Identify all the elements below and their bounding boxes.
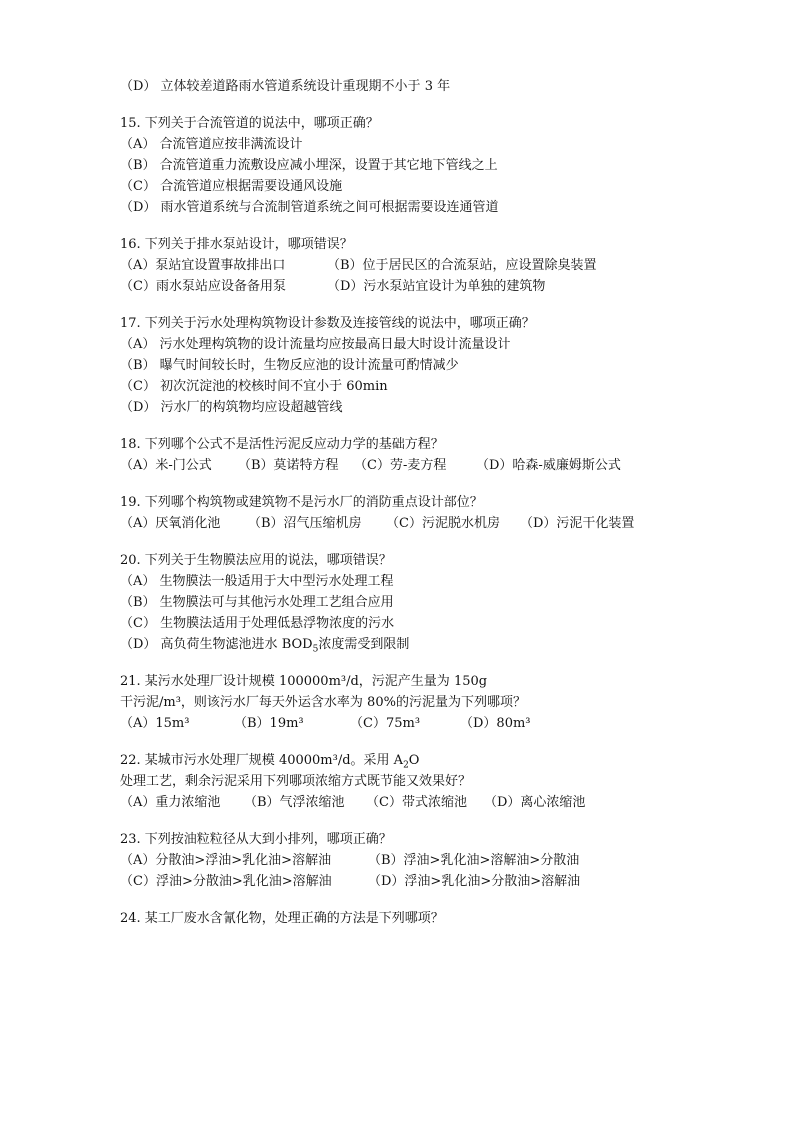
q16-option-d: （D）污水泵站宜设计为单独的建筑物 bbox=[327, 279, 546, 294]
q17-option-a: （A） 污水处理构筑物的设计流量均应按最高日最大时设计流量设计 bbox=[120, 337, 511, 352]
q22-option-c: （C）带式浓缩池 bbox=[366, 795, 467, 810]
q21-option-c: （C）75m³ bbox=[350, 716, 421, 731]
q20-option-c: （C） 生物膜法适用于处理低悬浮物浓度的污水 bbox=[120, 616, 395, 631]
question-22-title bbox=[120, 750, 720, 771]
q23-option-b: （B）浮油>乳化油>溶解油>分散油 bbox=[368, 853, 580, 868]
q19-options-row bbox=[120, 513, 720, 534]
q20-option-a: （A） 生物膜法一般适用于大中型污水处理工程 bbox=[120, 574, 394, 589]
q22-title-subscript: 2 bbox=[403, 760, 409, 771]
q21-options-row bbox=[120, 713, 720, 734]
q21-option-a: （A）15m³ bbox=[120, 716, 190, 731]
q22-title-text: 22. 某城市污水处理厂规模 40000m³/d。采用 A bbox=[120, 753, 404, 768]
q18-option-b: （B）莫诺特方程 bbox=[238, 458, 339, 473]
question-23-title: 23. 下列按油粒粒径从大到小排列，哪项正确？ bbox=[120, 832, 392, 847]
question-24-title: 24. 某工厂废水含氰化物，处理正确的方法是下列哪项？ bbox=[120, 911, 444, 926]
q15-option-d: （D） 雨水管道系统与合流制管道系统之间可根据需要设连通管道 bbox=[120, 200, 499, 215]
q18-option-c: （C）劳-麦方程 bbox=[354, 458, 447, 473]
q23-option-c: （C）浮油>分散油>乳化油>溶解油 bbox=[120, 874, 332, 889]
q16-option-b: （B）位于居民区的合流泵站，应设置除臭装置 bbox=[327, 258, 597, 273]
question-21-title: 21. 某污水处理厂设计规模 100000m³/d，污泥产生量为 150g bbox=[120, 674, 488, 689]
q16-option-c: （C）雨水泵站应设备备用泵 bbox=[120, 279, 286, 294]
q17-option-b: （B） 曝气时间较长时，生物反应池的设计流量可酌情减少 bbox=[120, 358, 459, 373]
q15-option-b: （B） 合流管道重力流敷设应减小埋深，设置于其它地下管线之上 bbox=[120, 158, 498, 173]
q22-option-d: （D）离心浓缩池 bbox=[484, 795, 586, 810]
q20-option-d-subscript: 5 bbox=[312, 644, 319, 655]
q20-option-d-text-end: 浓度需受到限制 bbox=[318, 637, 410, 652]
question-20-title: 20. 下列关于生物膜法应用的说法，哪项错误？ bbox=[120, 553, 392, 568]
q21-option-b: （B）19m³ bbox=[234, 716, 304, 731]
q22-options-row bbox=[120, 792, 720, 813]
q22-option-b: （B）气浮浓缩池 bbox=[244, 795, 345, 810]
question-17-title: 17. 下列关于污水处理构筑物设计参数及连接管线的说法中，哪项正确？ bbox=[120, 316, 535, 331]
q20-option-d bbox=[120, 634, 720, 655]
q16-option-a: （A）泵站宜设置事故排出口 bbox=[120, 258, 286, 273]
q19-option-b: （B）沼气压缩机房 bbox=[248, 516, 362, 531]
q15-option-c: （C） 合流管道应根据需要设通风设施 bbox=[120, 179, 343, 194]
q23-option-d: （D）浮油>乳化油>分散油>溶解油 bbox=[368, 874, 581, 889]
q18-option-a: （A）米-门公式 bbox=[120, 458, 212, 473]
question-16-title: 16. 下列关于排水泵站设计，哪项错误？ bbox=[120, 237, 353, 252]
q19-option-c: （C）污泥脱水机房 bbox=[386, 516, 500, 531]
q16-options-row-2 bbox=[120, 276, 720, 297]
q20-option-b: （B） 生物膜法可与其他污水处理工艺组合应用 bbox=[120, 595, 394, 610]
q19-option-d: （D）污泥干化装置 bbox=[520, 516, 635, 531]
q18-options-row bbox=[120, 455, 720, 476]
q15-option-a: （A） 合流管道应按非满流设计 bbox=[120, 137, 303, 152]
question-18-title: 18. 下列哪个公式不是活性污泥反应动力学的基础方程？ bbox=[120, 437, 444, 452]
q20-option-d-text: （D） 高负荷生物滤池进水 BOD bbox=[120, 637, 313, 652]
q23-option-a: （A）分散油>浮油>乳化油>溶解油 bbox=[120, 853, 332, 868]
q21-option-d: （D）80m³ bbox=[460, 716, 531, 731]
q22-option-a: （A）重力浓缩池 bbox=[120, 795, 221, 810]
q17-option-d: （D） 污水厂的构筑物均应设超越管线 bbox=[120, 400, 343, 415]
question-21-title-cont: 干污泥/m³，则该污水厂每天外运含水率为 80%的污泥量为下列哪项？ bbox=[120, 695, 526, 710]
q22-title-text-end: O bbox=[408, 753, 420, 768]
q19-option-a: （A）厌氧消化池 bbox=[120, 516, 221, 531]
question-19-title: 19. 下列哪个构筑物或建筑物不是污水厂的消防重点设计部位？ bbox=[120, 495, 483, 510]
q18-option-d: （D）哈森-威廉姆斯公式 bbox=[476, 458, 621, 473]
q14-option-d: （D） 立体较差道路雨水管道系统设计重现期不小于 3 年 bbox=[120, 79, 451, 94]
q23-options-row-1 bbox=[120, 850, 720, 871]
document-page bbox=[120, 76, 720, 929]
q16-options-row-1 bbox=[120, 255, 720, 276]
q23-options-row-2 bbox=[120, 871, 720, 892]
question-15-title: 15. 下列关于合流管道的说法中，哪项正确？ bbox=[120, 116, 379, 131]
question-22-title-cont: 处理工艺，剩余污泥采用下列哪项浓缩方式既节能又效果好？ bbox=[120, 774, 472, 789]
q17-option-c: （C） 初次沉淀池的校核时间不宜小于 60min bbox=[120, 379, 388, 394]
